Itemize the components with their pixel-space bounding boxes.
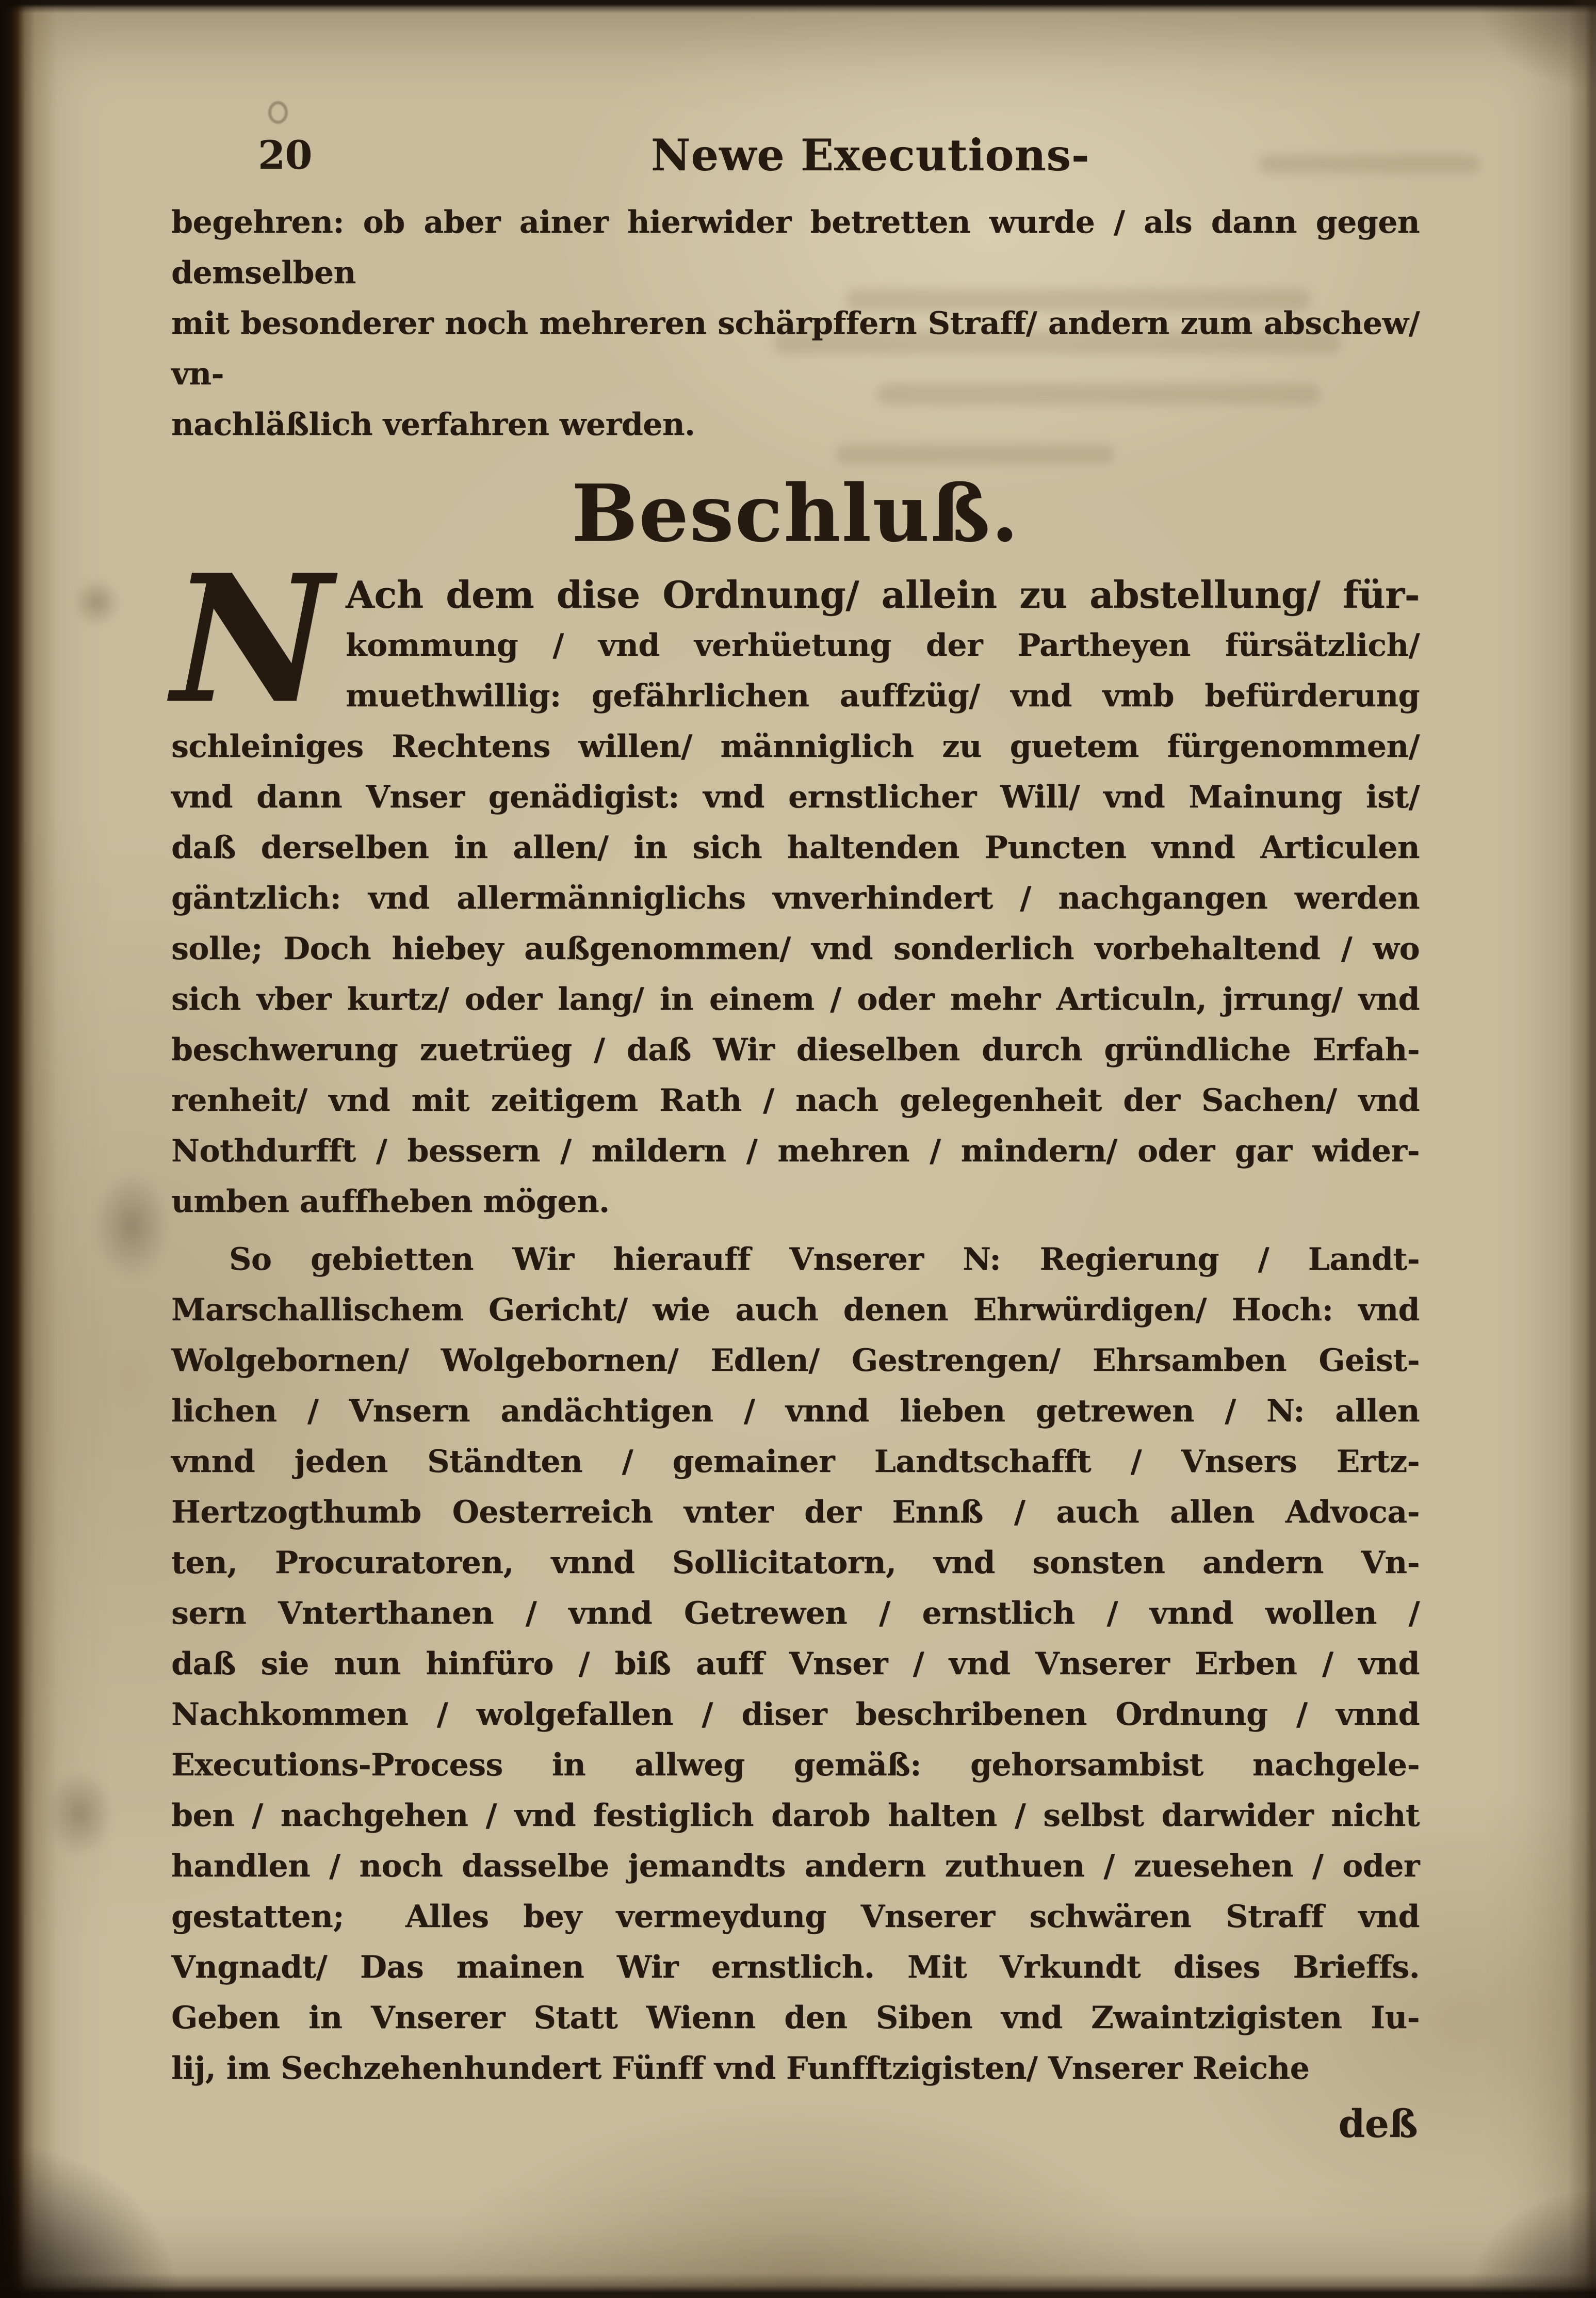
- text-line: handlen / noch dasselbe jemandts andern zuthuen / zuesehen / oder: [171, 1848, 1420, 1884]
- text-line: vnd dann Vnser genädigist: vnd ernstlicher Will/ vnd Mainung ist/: [171, 779, 1420, 815]
- text-line: sich vber kurtz/ oder lang/ in einem / oder mehr Articuln, jrrung/ vnd: [171, 981, 1420, 1017]
- drop-cap-initial-N: N: [171, 537, 332, 742]
- text-line: solle; Doch hiebey außgenommen/ vnd sonderlich vorbehaltend / wo: [171, 931, 1420, 967]
- running-header: Newe Executions-: [650, 130, 1090, 181]
- text-line: begehren: ob aber ainer hierwider betretten wurde / als dann gegen demselben: [171, 204, 1420, 291]
- text-line: muethwillig: gefährlichen auffzüg/ vnd vmb befürderung: [346, 678, 1420, 714]
- text-line: Ach dem dise Ordnung/ allein zu abstellung/ für-: [346, 573, 1420, 617]
- text-line: schleiniges Rechtens willen/ männiglich zu guetem fürgenommen/: [171, 729, 1420, 765]
- text-line: lij, im Sechzehenhundert Fünff vnd Funfftzigisten/ Vnserer Reiche: [171, 2050, 1310, 2086]
- text-line: daß derselben in allen/ in sich haltenden Puncten vnnd Articulen: [171, 830, 1420, 866]
- text-line: daß sie nun hinfüro / biß auff Vnser / vnd Vnserer Erben / vnd: [171, 1646, 1420, 1682]
- text-line: Hertzogthumb Oesterreich vnter der Ennß / auch allen Advoca-: [171, 1494, 1420, 1530]
- text-line: sern Vnterthanen / vnnd Getrewen / ernstlich / vnnd wollen /: [171, 1595, 1420, 1631]
- paper-stain: [93, 1171, 170, 1280]
- command-paragraph: [171, 1234, 1420, 2094]
- text-line: Nothdurfft / bessern / mildern / mehren / mindern/ oder gar wider-: [171, 1133, 1420, 1169]
- ink-speck: [268, 101, 288, 124]
- bottom-right-corner-shadow: [1457, 2179, 1596, 2298]
- text-line: gestatten; Alles bey vermeydung Vnserer schwären Straff vnd: [171, 1899, 1420, 1935]
- text-line: ben / nachgehen / vnd festiglich darob halten / selbst darwider nicht: [171, 1798, 1420, 1834]
- top-edge-shadow: [0, 0, 1596, 13]
- text-line: nachläßlich verfahren werden.: [171, 407, 695, 443]
- text-line: gäntzlich: vnd allermänniglichs vnverhindert / nachgangen werden: [171, 880, 1420, 916]
- paper-stain: [72, 578, 121, 627]
- page-number: 20: [258, 132, 312, 178]
- text-line: vnnd jeden Ständten / gemainer Landtschafft / Vnsers Ertz-: [171, 1444, 1420, 1480]
- decree-paragraph: [171, 537, 1420, 1227]
- text-line: Executions-Process in allweg gemäß: gehorsambist nachgele-: [171, 1747, 1420, 1783]
- bottom-left-corner-shadow: [0, 2138, 186, 2298]
- text-line: Marschallischem Gericht/ wie auch denen Ehrwürdigen/ Hoch: vnd: [171, 1292, 1420, 1328]
- catchword-row: [171, 2099, 1420, 2149]
- text-line: Geben in Vnserer Statt Wienn den Siben vnd Zwaintzigisten Iu-: [171, 2000, 1420, 2036]
- page-header: [171, 130, 1420, 184]
- text-line: mit besonderer noch mehreren schärpffern Straff/ andern zum abschew/ vn-: [171, 305, 1420, 392]
- text-line: Nachkommen / wolgefallen / diser beschribenen Ordnung / vnnd: [171, 1696, 1420, 1733]
- text-line: So gebietten Wir hierauff Vnserer N: Regierung / Landt-: [229, 1241, 1420, 1277]
- text-line: Vngnadt/ Das mainen Wir ernstlich. Mit Vrkundt dises Brieffs.: [171, 1949, 1420, 1985]
- text-line: lichen / Vnsern andächtigen / vnnd lieben getrewen / N: allen: [171, 1393, 1420, 1429]
- top-right-corner-shadow: [1467, 0, 1596, 98]
- intro-paragraph: [171, 197, 1420, 450]
- section-heading: Beschluß.: [571, 467, 1020, 559]
- text-line: renheit/ vnd mit zeitigem Rath / nach gelegenheit der Sachen/ vnd: [171, 1082, 1420, 1119]
- text-line: kommung / vnd verhüetung der Partheyen fürsätzlich/: [346, 627, 1420, 663]
- binding-edge: [0, 0, 57, 2298]
- bottom-edge-shadow: [0, 2273, 1596, 2298]
- text-line: beschwerung zuetrüeg / daß Wir dieselben durch gründliche Erfah-: [171, 1032, 1420, 1068]
- text-line: Wolgebornen/ Wolgebornen/ Edlen/ Gestrengen/ Ehrsamben Geist-: [171, 1342, 1420, 1379]
- text-line: umben auffheben mögen.: [171, 1184, 610, 1220]
- text-line: ten, Procuratoren, vnnd Sollicitatorn, vnd sonsten andern Vn-: [171, 1545, 1420, 1581]
- right-edge-shadow: [1568, 0, 1596, 2298]
- catchword: deß: [1338, 2102, 1418, 2146]
- text-block: [171, 130, 1420, 2149]
